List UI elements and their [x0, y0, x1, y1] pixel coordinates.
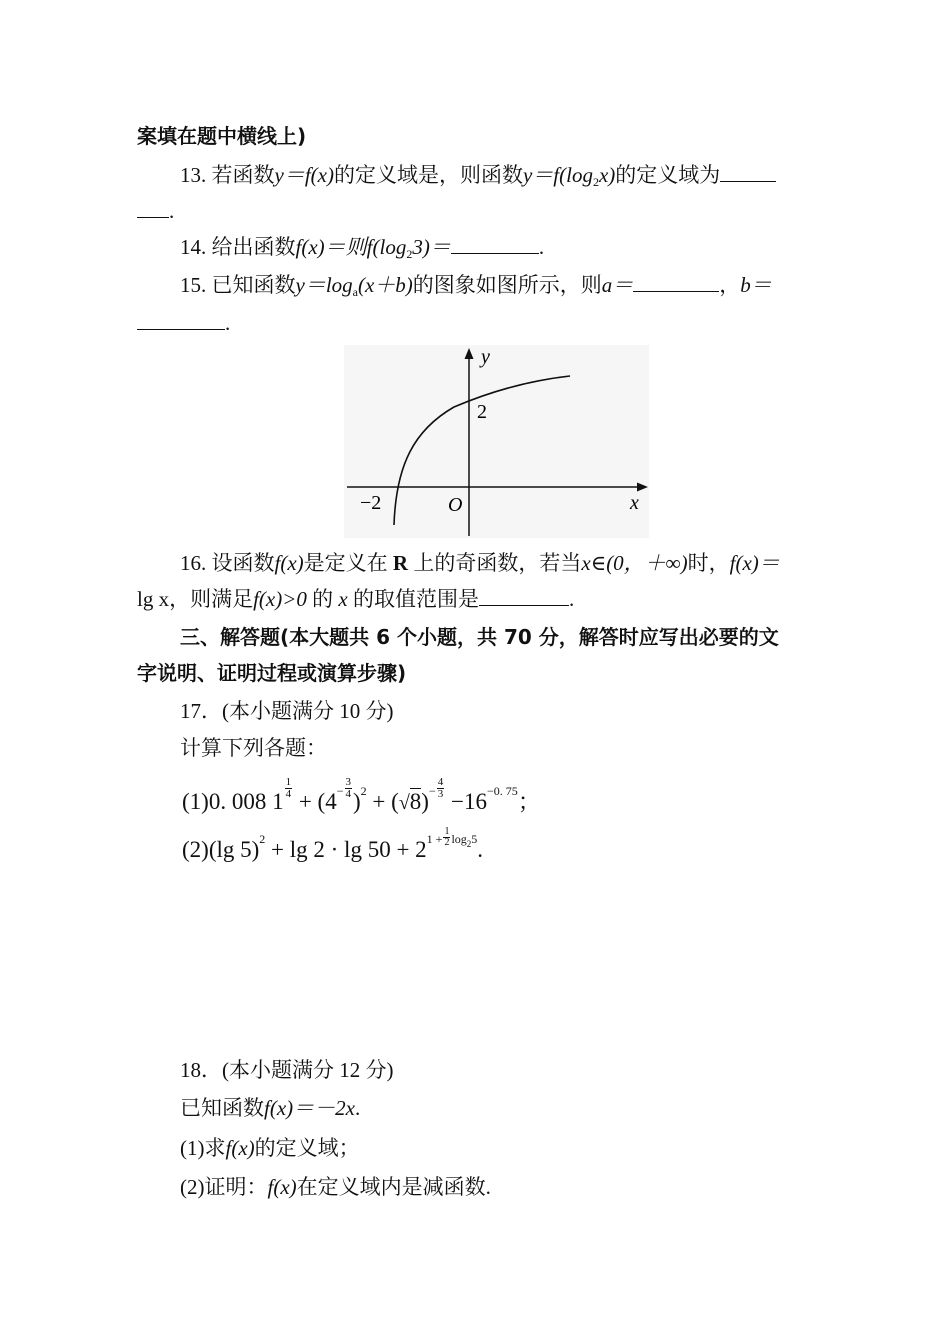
q17-p1-base1: 1 [272, 789, 284, 814]
x-axis-label: x [630, 492, 639, 514]
q14-expr2a: f(log [366, 235, 407, 259]
q16-expr2: x∈(0，＋∞) [581, 551, 688, 575]
q14-text1: 给出函数 [211, 235, 296, 259]
q14-number: 14. [180, 235, 207, 259]
q17-p1-frac1-den: 4 [285, 788, 292, 800]
q16-line2-expr1: lg x [137, 587, 170, 611]
q16-text1: 设函数 [211, 551, 275, 575]
q17-p1-neg2: − [428, 784, 436, 798]
q13-number: 13. [180, 163, 207, 187]
question-17-intro: 计算下列各题： [180, 736, 327, 760]
q17-p2-exp: 2 [259, 832, 266, 846]
q15-a-blank[interactable] [633, 273, 719, 292]
q16-line2-text2: 的 [312, 587, 334, 611]
q14-expr2-sub: 2 [406, 247, 413, 261]
q15-b-label: b＝ [740, 273, 772, 297]
sqrt-icon: √ [398, 792, 410, 814]
q13-tail: . [169, 199, 175, 223]
origin-label: O [448, 494, 463, 516]
question-18-header: 18．(本小题满分 12 分) [180, 1058, 394, 1082]
q17-p1-frac3-num: 4 [437, 776, 444, 788]
q17-p2-frac-num: 1 [444, 826, 450, 837]
q16-expr1: f(x) [274, 551, 304, 575]
q17-p1-root: 8 [409, 789, 422, 814]
q17-p2-frac [443, 827, 450, 848]
q16-line2-expr3: x [338, 587, 348, 611]
q17-p1-frac2 [345, 777, 353, 800]
question-17-header: 17．(本小题满分 10 分) [180, 699, 394, 723]
q17-p1-exp3: −0. 75 [486, 784, 518, 798]
graph-background [344, 345, 649, 538]
y-axis-label: y [481, 346, 490, 368]
question-15 [180, 270, 772, 300]
q13-expr1: y＝f(x) [274, 163, 334, 187]
question-18-part2 [180, 1172, 491, 1202]
question-18-intro [180, 1093, 360, 1123]
question-15-cont [137, 308, 230, 338]
q17-p1-end: ； [517, 789, 541, 814]
q16-text2: 是定义在 [303, 551, 388, 575]
q13-answer-blank-cont[interactable] [137, 199, 169, 218]
q18-p2-b: 在定义域内是减函数. [296, 1175, 491, 1199]
q17-p2-frac-den: 2 [444, 837, 450, 848]
q17-p1-t5: ) [421, 789, 429, 814]
q17-p1-t6: −16 [451, 789, 487, 814]
q14-answer-blank[interactable] [451, 235, 539, 254]
q17-p2-exp-b: log [451, 832, 467, 846]
q17-part2-expression [182, 824, 483, 865]
q18-p2-a: (2)证明： [180, 1175, 268, 1199]
q17-p1-label: (1)0. 008 [182, 789, 267, 814]
q17-p2-exp-a: 1 + [426, 832, 443, 846]
q14-tail: . [538, 235, 545, 259]
q18-p1-expr: f(x) [225, 1136, 255, 1160]
q17-p1-frac1-num: 1 [285, 776, 292, 788]
q17-p1-t4: + ( [372, 789, 399, 814]
q17-p2-exp-c: 5 [471, 832, 478, 846]
q15-sep: ， [719, 273, 741, 297]
q15-text2: 的图象如图所示，则 [412, 273, 602, 297]
q17-p2-label: (2)(lg 5) [182, 837, 260, 862]
q13-text3: 的定义域为 [615, 163, 721, 187]
q15-expr-b: (x＋b) [357, 273, 413, 297]
section-3-heading: 三、解答题(本大题共 6 个小题，共 70 分，解答时应写出必要的文 [180, 625, 779, 649]
q16-line2-text1: ，则满足 [169, 587, 254, 611]
log-function-graph [344, 345, 649, 538]
question-14 [180, 232, 544, 262]
q16-expr3: f(x)＝ [729, 551, 780, 575]
q15-b-blank[interactable] [137, 311, 225, 330]
section-3-heading-cont: 字说明、证明过程或演算步骤) [137, 661, 407, 685]
q17-p2-exp-sub: 2 [466, 839, 472, 849]
q17-part1-expression [182, 776, 541, 818]
q18-p1-a: (1)求 [180, 1136, 226, 1160]
q13-text1: 若函数 [211, 163, 275, 187]
q17-p1-frac2-num: 3 [345, 776, 351, 788]
q15-tail: . [225, 311, 231, 335]
question-16 [180, 548, 780, 578]
question-13 [180, 160, 776, 190]
question-18-part1 [180, 1133, 360, 1163]
q15-number: 15. [180, 273, 207, 297]
instruction-line: 案填在题中横线上) [137, 124, 307, 148]
q16-line2-text3: 的取值范围是 [352, 587, 479, 611]
q13-expr2b: x) [598, 163, 616, 187]
y-tick-label: 2 [477, 401, 487, 423]
q16-real-set: R [392, 551, 409, 575]
q18-intro-expr: f(x)＝－2x [264, 1096, 355, 1120]
q15-a-label: a＝ [601, 273, 634, 297]
q17-p1-frac3 [437, 777, 445, 800]
q17-p1-exp2: 2 [360, 784, 367, 798]
q16-line2-expr2: f(x)>0 [253, 587, 307, 611]
q13-text2: 的定义域是，则函数 [333, 163, 523, 187]
q17-p1-frac1 [285, 777, 293, 800]
q14-expr1: f(x)＝则 [295, 235, 367, 259]
q16-text4: 时， [687, 551, 730, 575]
q13-expr2a: y＝f(log [522, 163, 593, 187]
q17-p1-t3: ) [353, 789, 361, 814]
q17-p2-t2: + lg 2 · lg 50 + 2 [271, 837, 427, 862]
q17-p2-end: . [477, 837, 484, 862]
q14-expr2b: 3)＝ [412, 235, 451, 259]
q18-intro-end: . [354, 1096, 361, 1120]
q17-p1-frac2-den: 4 [345, 788, 351, 800]
x-tick-label: −2 [360, 492, 382, 514]
q17-p1-frac3-den: 3 [437, 788, 444, 800]
q16-text3: 上的奇函数，若当 [413, 551, 582, 575]
q13-answer-blank[interactable] [720, 163, 776, 182]
q17-p1-neg: − [336, 784, 344, 798]
q18-p1-b: 的定义域； [254, 1136, 360, 1160]
q17-p1-t2: + (4 [298, 789, 337, 814]
q15-text1: 已知函数 [211, 273, 296, 297]
q18-p2-expr: f(x) [267, 1175, 297, 1199]
q18-intro-a: 已知函数 [180, 1096, 264, 1120]
q16-tail: . [568, 587, 575, 611]
q13-expr2-sub: 2 [592, 175, 599, 189]
q16-answer-blank[interactable] [479, 587, 569, 606]
question-16-cont [137, 584, 574, 614]
q15-expr-sub: a [352, 285, 358, 299]
q16-number: 16. [180, 551, 207, 575]
question-13-cont [137, 196, 174, 226]
q15-expr-a: y＝log [295, 273, 353, 297]
